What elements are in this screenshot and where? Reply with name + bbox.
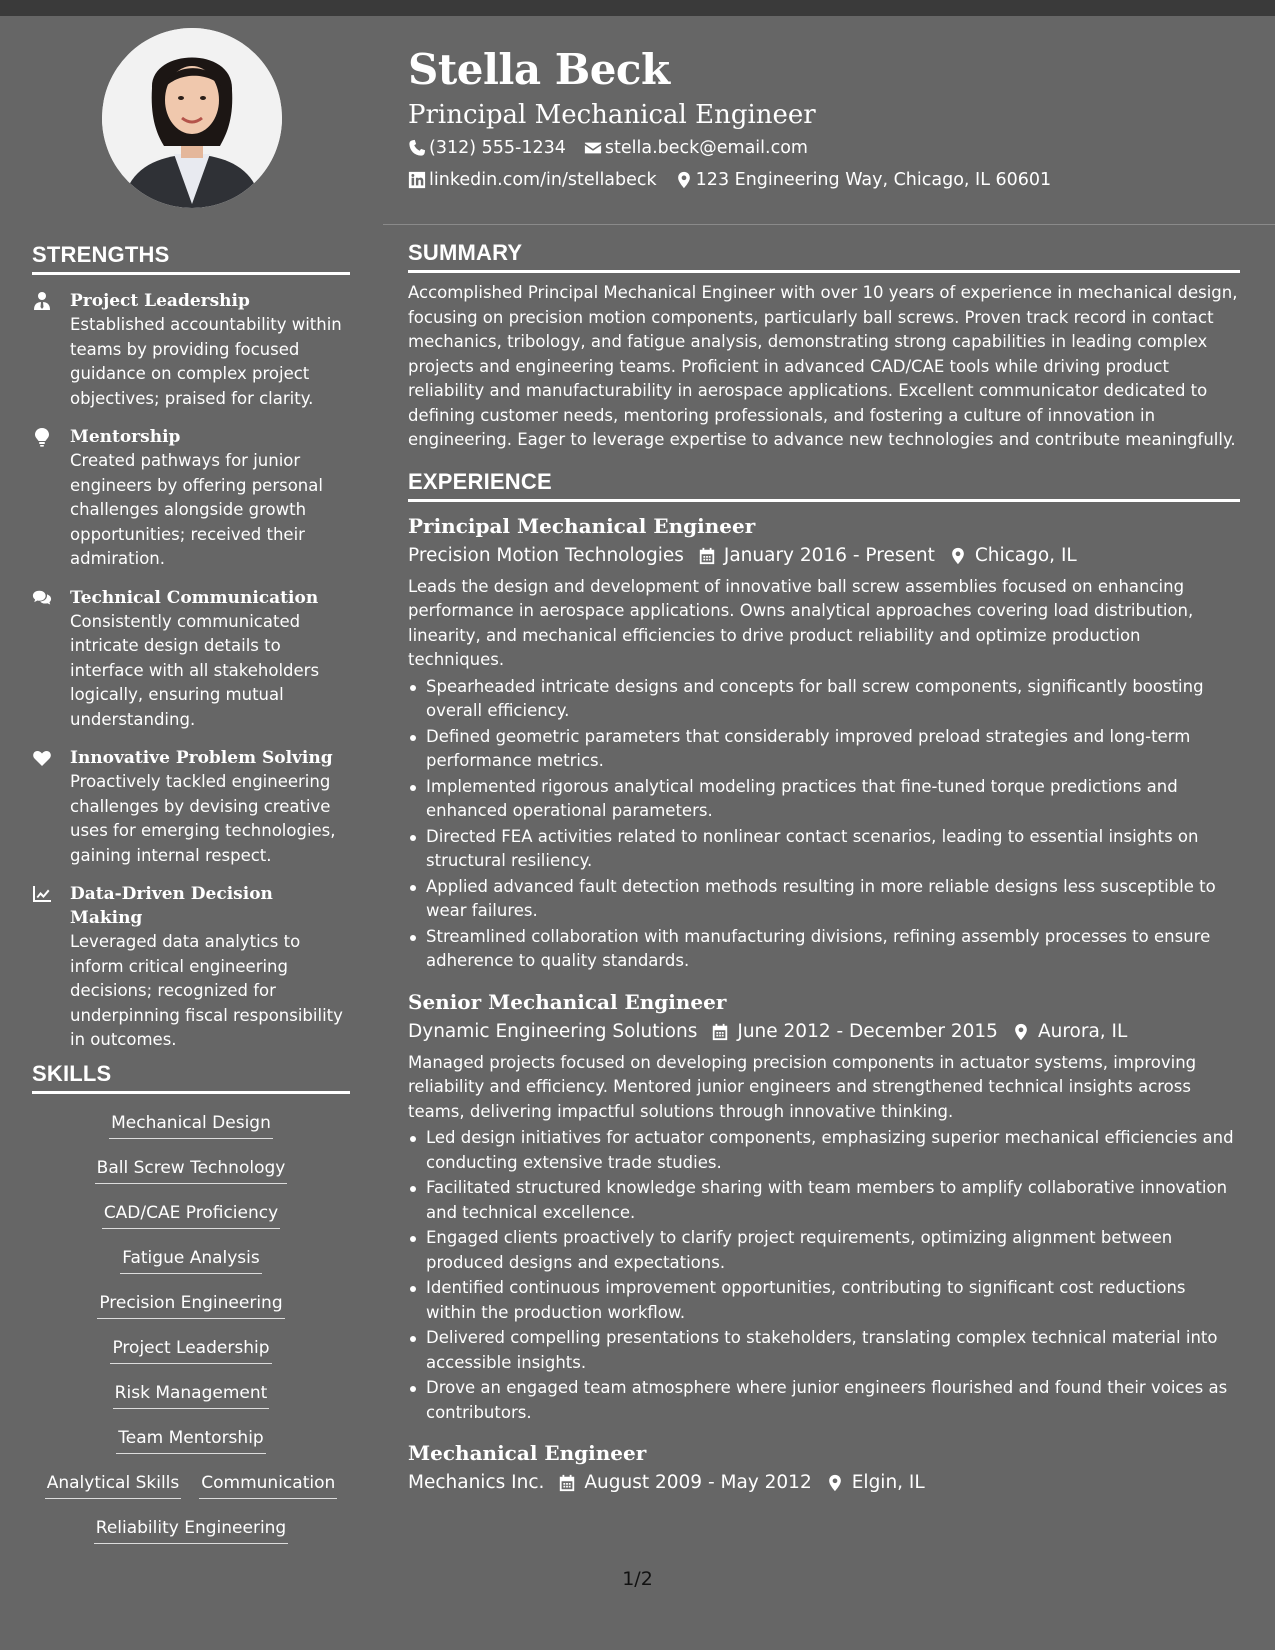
strength-item bbox=[32, 586, 350, 733]
chart-line-icon bbox=[32, 882, 70, 1053]
candidate-name: Stella Beck bbox=[408, 45, 670, 94]
job-title: Senior Mechanical Engineer bbox=[408, 989, 727, 1014]
job-bullet: Spearheaded intricate designs and concepts for ball screw components, significantly boosting overall efficiency. bbox=[408, 675, 1240, 724]
job-bullet: Identified continuous improvement opportunities, contributing to significant cost reductions within the production workflow. bbox=[408, 1276, 1240, 1325]
strengths-section bbox=[32, 242, 350, 1053]
comments-icon bbox=[32, 586, 70, 733]
strength-item bbox=[32, 746, 350, 868]
skill-tag: Communication bbox=[199, 1471, 337, 1499]
job-meta bbox=[408, 540, 1240, 572]
page-number: 1/2 bbox=[622, 1568, 653, 1590]
phone-number: (312) 555-1234 bbox=[429, 138, 566, 158]
calendar-icon bbox=[711, 1023, 729, 1041]
job-title: Mechanical Engineer bbox=[408, 1441, 647, 1465]
job-entry bbox=[408, 512, 1240, 974]
job-location-wrap bbox=[949, 540, 1077, 572]
strength-title: Data-Driven Decision Making bbox=[70, 884, 273, 928]
candidate-title: Principal Mechanical Engineer bbox=[408, 100, 816, 130]
job-dates-wrap bbox=[558, 1467, 811, 1499]
phone-contact bbox=[408, 132, 566, 164]
skill-tag: Precision Engineering bbox=[97, 1291, 284, 1319]
skill-tag: Reliability Engineering bbox=[94, 1516, 288, 1544]
strengths-heading: STRENGTHS bbox=[32, 242, 350, 275]
job-bullet: Drove an engaged team atmosphere where junior engineers flourished and found their voices as contributors. bbox=[408, 1376, 1240, 1425]
job-bullets bbox=[408, 1126, 1240, 1425]
linkedin-icon bbox=[408, 171, 426, 189]
strength-title: Project Leadership bbox=[70, 291, 250, 311]
skill-tag: Ball Screw Technology bbox=[95, 1156, 288, 1184]
job-dates-wrap bbox=[711, 1016, 998, 1048]
job-title: Principal Mechanical Engineer bbox=[408, 513, 756, 538]
profile-photo bbox=[102, 28, 282, 208]
address-contact bbox=[675, 164, 1052, 196]
job-dates-wrap bbox=[698, 540, 935, 572]
strength-title: Innovative Problem Solving bbox=[70, 748, 333, 768]
job-bullet: Facilitated structured knowledge sharing with team members to amplify collaborative innovation and technical excellence. bbox=[408, 1176, 1240, 1225]
skills-heading: SKILLS bbox=[32, 1061, 350, 1094]
job-bullet: Streamlined collaboration with manufacturing divisions, refining assembly processes to ensure adherence to quality standards. bbox=[408, 925, 1240, 974]
job-company: Dynamic Engineering Solutions bbox=[408, 1020, 698, 1042]
address: 123 Engineering Way, Chicago, IL 60601 bbox=[695, 170, 1052, 190]
skill-list bbox=[32, 1102, 350, 1552]
envelope-icon bbox=[584, 139, 602, 157]
skill-tag: Analytical Skills bbox=[45, 1471, 182, 1499]
skill-tag: Mechanical Design bbox=[109, 1111, 273, 1139]
map-marker-icon bbox=[949, 547, 967, 565]
strength-desc: Leveraged data analytics to inform critical engineering decisions; recognized for underpinning fiscal responsibility in outcomes. bbox=[70, 932, 343, 1049]
map-marker-icon bbox=[826, 1474, 844, 1492]
job-bullet: Led design initiatives for actuator components, emphasizing superior mechanical efficiencies and conducting extensive trade studies. bbox=[408, 1126, 1240, 1175]
lightbulb-icon bbox=[32, 425, 70, 572]
job-company: Precision Motion Technologies bbox=[408, 544, 684, 566]
strength-item bbox=[32, 289, 350, 411]
job-location-wrap bbox=[1012, 1016, 1127, 1048]
job-bullet: Engaged clients proactively to clarify project requirements, optimizing alignment between produced designs and expectations. bbox=[408, 1226, 1240, 1275]
summary-section bbox=[408, 240, 1240, 453]
linkedin-url[interactable]: linkedin.com/in/stellabeck bbox=[429, 170, 657, 190]
calendar-icon bbox=[558, 1474, 576, 1492]
experience-section bbox=[408, 469, 1240, 1500]
job-dates: June 2012 - December 2015 bbox=[737, 1020, 998, 1042]
job-location: Aurora, IL bbox=[1037, 1020, 1128, 1042]
resume-header bbox=[408, 40, 1238, 196]
email-address[interactable]: stella.beck@email.com bbox=[604, 138, 808, 158]
skill-tag: CAD/CAE Proficiency bbox=[102, 1201, 280, 1229]
skill-tag: Fatigue Analysis bbox=[120, 1246, 262, 1274]
contact-row bbox=[408, 132, 1238, 164]
job-company: Mechanics Inc. bbox=[408, 1472, 545, 1493]
email-contact[interactable] bbox=[584, 132, 808, 164]
skills-section bbox=[32, 1061, 350, 1552]
strength-item bbox=[32, 882, 350, 1053]
linkedin-contact[interactable] bbox=[408, 164, 657, 196]
strength-title: Mentorship bbox=[70, 427, 181, 447]
job-dates: January 2016 - Present bbox=[723, 544, 935, 566]
contact-row bbox=[408, 164, 1238, 196]
heart-icon bbox=[32, 746, 70, 868]
job-bullet: Defined geometric parameters that considerably improved preload strategies and long-term performance metrics. bbox=[408, 725, 1240, 774]
top-bar bbox=[0, 0, 1275, 16]
job-meta bbox=[408, 1467, 1240, 1499]
strength-title: Technical Communication bbox=[70, 587, 319, 608]
job-bullet: Directed FEA activities related to nonlinear contact scenarios, leading to essential insights on structural resiliency. bbox=[408, 825, 1240, 874]
job-description: Managed projects focused on developing precision components in actuator systems, improving reliability and efficiency. Mentored junior engineers and strengthened technical insights across teams, delivering impactful solutions through innovative thinking. bbox=[408, 1052, 1197, 1121]
skill-tag: Risk Management bbox=[113, 1381, 270, 1409]
job-bullet: Delivered compelling presentations to stakeholders, translating complex technical material into accessible insights. bbox=[408, 1326, 1240, 1375]
job-bullet: Applied advanced fault detection methods resulting in more reliable designs less susceptible to wear failures. bbox=[408, 875, 1240, 924]
job-bullet: Implemented rigorous analytical modeling practices that fine-tuned torque predictions and enhanced operational parameters. bbox=[408, 775, 1240, 824]
job-entry bbox=[408, 1439, 1240, 1499]
skill-tag: Team Mentorship bbox=[116, 1426, 265, 1454]
avatar bbox=[102, 28, 282, 208]
strength-desc: Proactively tackled engineering challenges by devising creative uses for emerging technologies, gaining internal respect. bbox=[70, 772, 336, 865]
job-meta bbox=[408, 1016, 1240, 1048]
summary-heading: SUMMARY bbox=[408, 240, 1240, 273]
strength-desc: Established accountability within teams by providing focused guidance on complex project objectives; praised for clarity. bbox=[70, 315, 342, 408]
phone-icon bbox=[408, 139, 426, 157]
calendar-icon bbox=[698, 547, 716, 565]
job-dates: August 2009 - May 2012 bbox=[584, 1472, 812, 1493]
experience-heading: EXPERIENCE bbox=[408, 469, 1240, 502]
strength-desc: Created pathways for junior engineers by offering personal challenges alongside growth opportunities; received their admiration. bbox=[70, 451, 323, 568]
strength-desc: Consistently communicated intricate design details to interface with all stakeholders logically, ensuring mutual understanding. bbox=[70, 611, 320, 729]
job-bullets bbox=[408, 675, 1240, 974]
header-divider bbox=[383, 224, 1275, 225]
map-marker-icon bbox=[1012, 1023, 1030, 1041]
main-column bbox=[408, 240, 1240, 1499]
summary-text: Accomplished Principal Mechanical Engineer with over 10 years of experience in mechanical design, focusing on precision motion components, particularly ball screws. Proven track record in contact mechanics, tribology, and fatigue analysis, demonstrating strong capabilities in leading complex projects and engineering teams. Proficient in advanced CAD/CAE tools while driving product reliability and manufacturability in aerospace applications. Excellent communicator dedicated to defining customer needs, mentoring professionals, and fostering a culture of innovation in engineering. Eager to leverage expertise to advance new technologies and contribute meaningfully. bbox=[408, 283, 1238, 449]
strength-item bbox=[32, 425, 350, 572]
user-tie-icon bbox=[32, 289, 70, 411]
job-description: Leads the design and development of innovative ball screw assemblies focused on enhancing performance in aerospace applications. Owns analytical approaches covering load distribution, linearity, and mechanical efficiencies to drive product reliability and optimize production techniques. bbox=[408, 576, 1194, 669]
job-location-wrap bbox=[826, 1467, 925, 1499]
skill-tag: Project Leadership bbox=[110, 1336, 271, 1364]
job-entry bbox=[408, 988, 1240, 1426]
job-location: Chicago, IL bbox=[974, 544, 1077, 566]
map-marker-icon bbox=[675, 171, 693, 189]
job-location: Elgin, IL bbox=[851, 1472, 925, 1493]
